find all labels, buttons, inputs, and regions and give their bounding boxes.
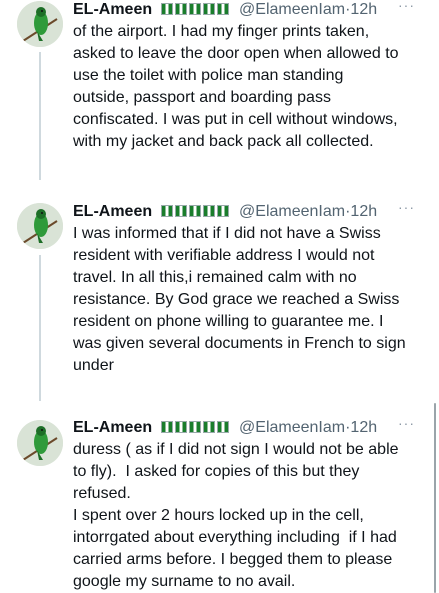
more-icon[interactable]: ··· xyxy=(398,415,415,431)
scrollbar[interactable] xyxy=(434,403,436,593)
avatar[interactable] xyxy=(17,1,63,47)
user-handle[interactable]: @ElameenIam xyxy=(239,1,346,18)
tweet-header xyxy=(73,1,429,21)
timestamp[interactable]: 12h xyxy=(350,419,378,436)
nigeria-flag-icon xyxy=(161,420,231,438)
user-handle[interactable]: @ElameenIam xyxy=(239,419,346,436)
display-name[interactable]: EL-Ameen xyxy=(73,419,153,436)
nigeria-flag-icon xyxy=(161,2,231,20)
separator: · xyxy=(345,1,351,18)
display-name[interactable]: EL-Ameen xyxy=(73,1,153,18)
timestamp[interactable]: 12h xyxy=(350,1,378,18)
avatar[interactable] xyxy=(17,203,63,249)
user-handle[interactable]: @ElameenIam xyxy=(239,203,346,220)
thread-line xyxy=(39,52,41,180)
tweet[interactable] xyxy=(0,201,439,401)
separator: · xyxy=(345,419,351,436)
tweet-header xyxy=(73,199,429,223)
tweet-text: I was informed that if I did not have a Swiss resident with verifiable address I would not travel. In all this,i remained calm with no resistance. By God grace we reached a Swiss resident on phone willing to guarantee me. I was given several documents in French to sign under xyxy=(73,225,406,374)
display-name[interactable]: EL-Ameen xyxy=(73,203,153,220)
avatar[interactable] xyxy=(17,420,63,466)
tweet[interactable] xyxy=(0,0,439,180)
bird-avatar-icon xyxy=(17,1,63,47)
thread-line xyxy=(39,255,41,401)
tweet[interactable] xyxy=(0,415,439,593)
bird-avatar-icon xyxy=(17,203,63,249)
tweet-text: of the airport. I had my finger prints taken, asked to leave the door open when allowed to use the toilet with police man standing outside, passport and boarding pass confiscated. I was put in cell without windows, with my jacket and back pack all collected. xyxy=(73,23,399,150)
timestamp[interactable]: 12h xyxy=(350,203,378,220)
separator: · xyxy=(345,203,351,220)
tweet-header xyxy=(73,415,429,439)
nigeria-flag-icon xyxy=(161,204,231,222)
more-icon[interactable]: ··· xyxy=(398,199,415,215)
tweet-text: duress ( as if I did not sign I would not be able to fly). I asked for copies of this but they refused. I spent over 2 hours locked up in the cell, intorrgated about everything including if I had carried arms before. I begged them to please google my surname to no avail. xyxy=(73,441,399,590)
bird-avatar-icon xyxy=(17,420,63,466)
more-icon[interactable]: ··· xyxy=(398,0,415,13)
